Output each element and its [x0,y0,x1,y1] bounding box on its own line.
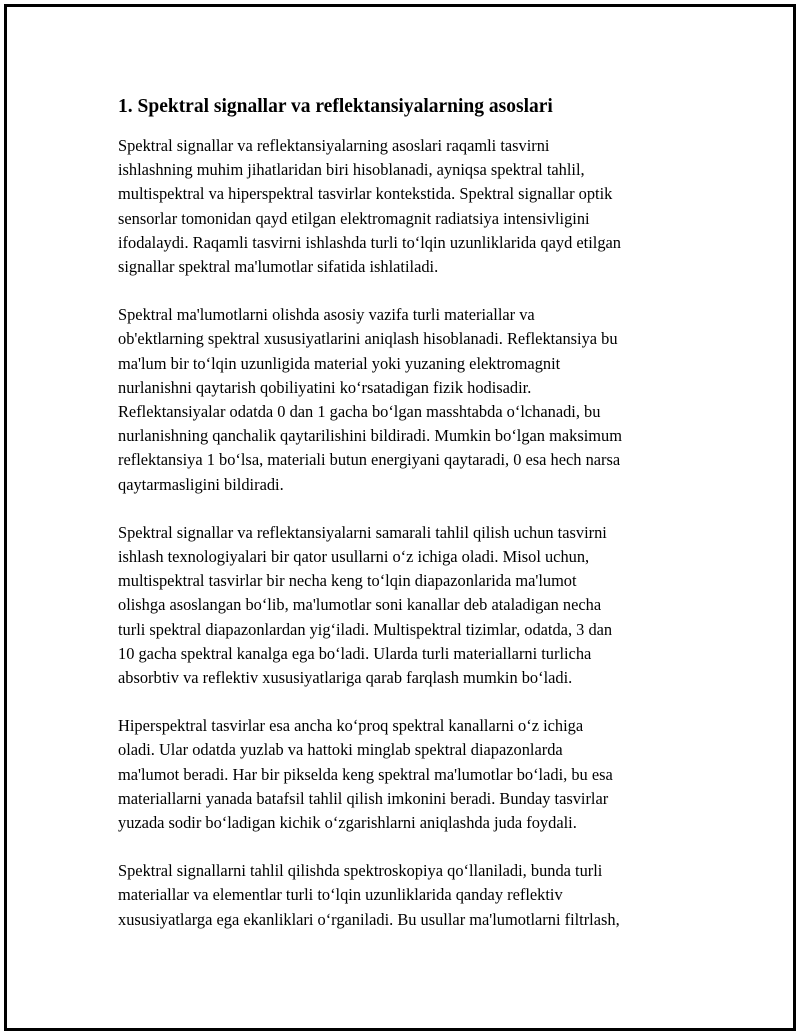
paragraph-1 [118,134,688,279]
paragraph-line: ma'lumot beradi. Har bir pikselda keng spektral ma'lumotlar bo‘ladi, bu esa [118,764,613,784]
paragraph-line: Spektral signallar va reflektansiyalarning asoslari raqamli tasvirni [118,136,550,155]
paragraph-line: signallar spektral ma'lumotlar sifatida ishlatiladi. [118,257,439,277]
paragraph-line: Spektral signallar va reflektansiyalarni samarali tahlil qilish uchun tasvirni [118,522,607,542]
paragraph-line: qaytarmasligini bildiradi. [118,474,284,494]
section-heading: 1. Spektral signallar va reflektansiyalarning asoslari [118,96,553,117]
paragraph-line: Reflektansiyalar odatda 0 dan 1 gacha bo‘lgan masshtabda o‘lchanadi, bu [118,402,601,422]
paragraph-line: yuzada sodir bo‘ladigan kichik o‘zgarishlarni aniqlashda juda foydali. [118,813,577,833]
paragraph-line: reflektansiya 1 bo‘lsa, materiali butun energiyani qaytaradi, 0 esa hech narsa [118,450,621,470]
paragraph-line: ishlashning muhim jihatlaridan biri hisoblanadi, ayniqsa spektral tahlil, [118,160,585,180]
paragraph-line: ishlash texnologiyalari bir qator usullarni o‘z ichiga oladi. Misol uchun, [118,547,590,567]
paragraph-line: oladi. Ular odatda yuzlab va hattoki minglab spektral diapazonlarda [118,740,563,760]
paragraph-line: materiallarni yanada batafsil tahlil qilish imkonini beradi. Bunday tasvirlar [118,788,609,808]
paragraph-line: multispektral tasvirlar bir necha keng to‘lqin diapazonlarida ma'lumot [118,571,577,591]
paragraph-line: xususiyatlarga ega ekanliklari o‘rganiladi. Bu usullar ma'lumotlarni filtrlash, [118,909,620,929]
paragraph-line: Hiperspektral tasvirlar esa ancha ko‘proq spektral kanallarni o‘z ichiga [118,716,584,736]
paragraph-line: nurlanishni qaytarish qobiliyatini ko‘rsatadigan fizik hodisadir. [118,377,532,397]
paragraph-line: sensorlar tomonidan qayd etilgan elektromagnit radiatsiya intensivligini [118,208,590,228]
paragraph-line: absorbtiv va reflektiv xususiyatlariga qarab farqlash mumkin bo‘ladi. [118,668,573,688]
paragraph-line: ma'lum bir to‘lqin uzunligida material yoki yuzaning elektromagnit [118,353,561,373]
document-body [118,94,688,956]
paragraph-5 [118,859,688,932]
paragraph-line: nurlanishning qanchalik qaytarilishini bildiradi. Mumkin bo‘lgan maksimum [118,426,622,446]
paragraph-line: turli spektral diapazonlardan yig‘iladi. Multispektral tizimlar, odatda, 3 dan [118,619,613,639]
paragraph-line: materiallar va elementlar turli to‘lqin uzunliklarida qanday reflektiv [118,885,563,905]
paragraph-2 [118,303,688,497]
paragraph-line: ifodalaydi. Raqamli tasvirni ishlashda turli to‘lqin uzunliklarida qayd etilgan [118,232,621,252]
paragraph-4 [118,714,688,835]
paragraph-line: 10 gacha spektral kanalga ega bo‘ladi. Ularda turli materiallarni turlicha [118,643,592,663]
paragraph-line: Spektral ma'lumotlarni olishda asosiy vazifa turli materiallar va [118,305,535,325]
paragraph-line: ob'ektlarning spektral xususiyatlarini aniqlash hisoblanadi. Reflektansiya bu [118,329,618,349]
paragraph-line: Spektral signallarni tahlil qilishda spektroskopiya qo‘llaniladi, bunda turli [118,861,603,881]
paragraph-3 [118,521,688,690]
paragraph-line: multispektral va hiperspektral tasvirlar kontekstida. Spektral signallar optik [118,184,613,204]
paragraph-line: olishga asoslangan bo‘lib, ma'lumotlar soni kanallar deb ataladigan necha [118,595,602,615]
